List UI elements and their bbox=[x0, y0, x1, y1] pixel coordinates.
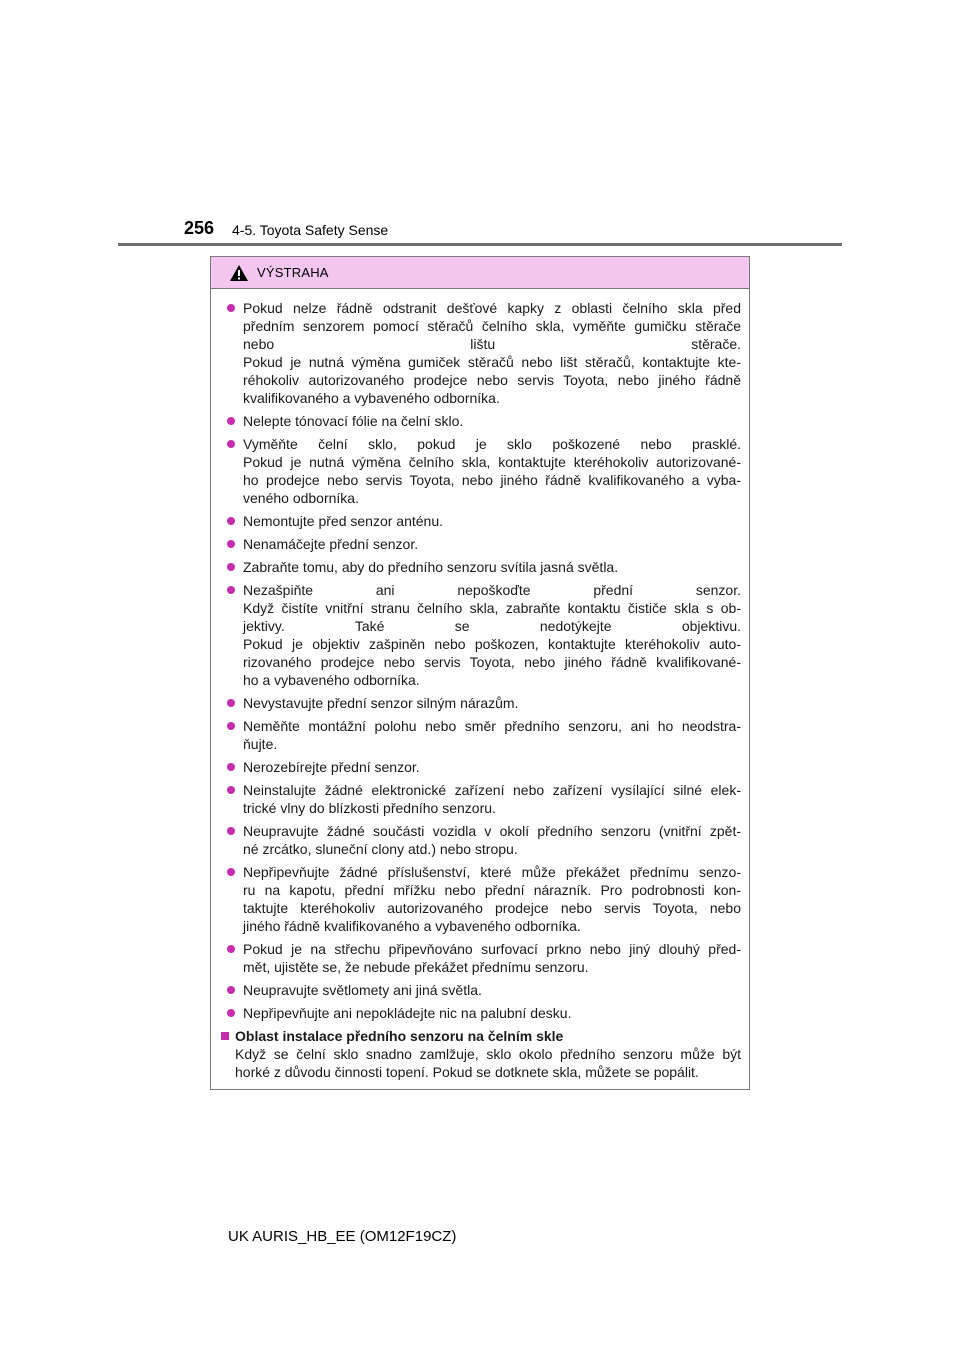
text-line: ho prodejce nebo servis Toyota, nebo jiného řádně kvalifikovaného a vyba- bbox=[243, 472, 741, 488]
warning-list-item bbox=[217, 940, 741, 976]
warning-item-text bbox=[243, 694, 741, 712]
bullet-icon bbox=[227, 986, 235, 994]
bullet-icon bbox=[227, 540, 235, 548]
warning-list-item bbox=[217, 822, 741, 858]
warning-item-text bbox=[243, 1004, 741, 1022]
bullet-icon bbox=[227, 722, 235, 730]
text-line: Neměňte montážní polohu nebo směr předního senzoru, ani ho neodstra- bbox=[243, 718, 741, 734]
warning-section-content bbox=[235, 1027, 741, 1081]
bullet-icon bbox=[227, 440, 235, 448]
bullet-icon bbox=[227, 763, 235, 771]
warning-item-text bbox=[243, 822, 741, 858]
text-line: Vyměňte čelní sklo, pokud je sklo poškozené nebo prasklé. bbox=[243, 436, 741, 452]
warning-item-text bbox=[243, 512, 741, 530]
text-line: Nevystavujte přední senzor silným nárazům. bbox=[243, 695, 519, 711]
section-title: 4-5. Toyota Safety Sense bbox=[232, 222, 389, 238]
warning-body bbox=[211, 289, 749, 1081]
warning-item-text bbox=[243, 581, 741, 689]
text-line: nebo lištu stěrače. bbox=[243, 336, 741, 352]
warning-list-item bbox=[217, 717, 741, 753]
bullet-icon bbox=[227, 827, 235, 835]
warning-list-item bbox=[217, 781, 741, 817]
text-line: taktujte kteréhokoliv autorizovaného prodejce nebo servis Toyota, nebo bbox=[243, 900, 741, 916]
text-line: jiného řádně kvalifikovaného a vybaveného odborníka. bbox=[243, 918, 581, 934]
warning-item-text bbox=[243, 717, 741, 753]
text-line: rizovaného prodejce nebo servis Toyota, nebo jiného řádně kvalifikované- bbox=[243, 654, 741, 670]
text-line: jektivy. Také se nedotýkejte objektivu. bbox=[243, 618, 741, 634]
warning-list-item bbox=[217, 412, 741, 430]
bullet-icon bbox=[227, 699, 235, 707]
warning-list-item bbox=[217, 694, 741, 712]
text-line: Neinstalujte žádné elektronické zařízení nebo zařízení vysílající silné elek- bbox=[243, 782, 741, 798]
text-line: Pokud je na střechu připevňováno surfovací prkno nebo jiný dlouhý před- bbox=[243, 941, 741, 957]
text-line: ru na kapotu, přední mřížku nebo přední nárazník. Pro podrobnosti kon- bbox=[243, 882, 741, 898]
text-line: Zabraňte tomu, aby do předního senzoru svítila jasná světla. bbox=[243, 559, 619, 575]
text-line: mět, ujistěte se, že nebude překážet přednímu senzoru. bbox=[243, 959, 589, 975]
warning-item-text bbox=[243, 535, 741, 553]
bullet-icon bbox=[227, 417, 235, 425]
warning-item-text bbox=[243, 758, 741, 776]
text-line: trické vlny do blízkosti předního senzoru. bbox=[243, 800, 496, 816]
warning-item-text bbox=[243, 299, 741, 407]
text-line: Nelepte tónovací fólie na čelní sklo. bbox=[243, 413, 464, 429]
warning-list-item bbox=[217, 863, 741, 935]
text-line: Neupravujte světlomety ani jiná světla. bbox=[243, 982, 482, 998]
warning-section bbox=[217, 1027, 741, 1081]
warning-list-item bbox=[217, 758, 741, 776]
warning-list-item bbox=[217, 299, 741, 407]
text-line: Neupravujte žádné součásti vozidla v okolí předního senzoru (vnitřní zpět- bbox=[243, 823, 741, 839]
text-line: Když čistíte vnitřní stranu čelního skla, zabraňte kontaktu čističe skla s ob- bbox=[243, 600, 741, 616]
warning-header bbox=[211, 257, 749, 289]
warning-list-item bbox=[217, 558, 741, 576]
text-line: Nepřipevňujte žádné příslušenství, které může překážet přednímu senzo- bbox=[243, 864, 741, 880]
bullet-icon bbox=[227, 563, 235, 571]
text-line: né zrcátko, sluneční clony atd.) nebo stropu. bbox=[243, 841, 518, 857]
document-code: UK AURIS_HB_EE (OM12F19CZ) bbox=[228, 1228, 457, 1245]
text-line: Nemontujte před senzor anténu. bbox=[243, 513, 444, 529]
text-line: Nepřipevňujte ani nepokládejte nic na palubní desku. bbox=[243, 1005, 572, 1021]
text-line: Když se čelní sklo snadno zamlžuje, sklo okolo předního senzoru může být bbox=[235, 1046, 741, 1062]
bullet-icon bbox=[227, 1009, 235, 1017]
text-line: Pokud nelze řádně odstranit dešťové kapky z oblasti čelního skla před bbox=[243, 300, 741, 316]
warning-item-text bbox=[243, 435, 741, 507]
text-line: ho a vybaveného odborníka. bbox=[243, 672, 420, 688]
text-line: kvalifikovaného a vybaveného odborníka. bbox=[243, 390, 500, 406]
warning-title: VÝSTRAHA bbox=[257, 265, 329, 280]
text-line: Nezašpiňte ani nepoškoďte přední senzor. bbox=[243, 582, 741, 598]
warning-list-item bbox=[217, 1004, 741, 1022]
text-line: Pokud je nutná výměna gumiček stěračů nebo lišt stěračů, kontaktujte kte- bbox=[243, 354, 741, 370]
warning-list-item bbox=[217, 435, 741, 507]
warning-item-text bbox=[243, 412, 741, 430]
text-line: Nerozebírejte přední senzor. bbox=[243, 759, 420, 775]
warning-item-text bbox=[243, 863, 741, 935]
bullet-icon bbox=[227, 517, 235, 525]
header-divider bbox=[118, 243, 842, 246]
warning-item-text bbox=[243, 781, 741, 817]
warning-triangle-icon bbox=[229, 264, 249, 282]
bullet-icon bbox=[227, 304, 235, 312]
page-number: 256 bbox=[184, 218, 215, 238]
section-heading: Oblast instalace předního senzoru na čelním skle bbox=[235, 1028, 564, 1044]
text-line: předním senzorem pomocí stěračů čelního skla, vyměňte gumičku stěrače bbox=[243, 318, 741, 334]
text-line: ňujte. bbox=[243, 736, 278, 752]
bullet-icon bbox=[227, 868, 235, 876]
text-line: réhokoliv autorizovaného prodejce nebo servis Toyota, nebo jiného řádně bbox=[243, 372, 741, 388]
warning-box bbox=[210, 256, 750, 1090]
bullet-icon bbox=[227, 586, 235, 594]
warning-list-item bbox=[217, 535, 741, 553]
warning-item-text bbox=[243, 558, 741, 576]
warning-item-text bbox=[243, 940, 741, 976]
warning-list-item bbox=[217, 512, 741, 530]
text-line: Nenamáčejte přední senzor. bbox=[243, 536, 419, 552]
text-line: Pokud je objektiv zašpiněn nebo poškozen, kontaktujte kteréhokoliv auto- bbox=[243, 636, 741, 652]
bullet-icon bbox=[227, 786, 235, 794]
bullet-icon bbox=[227, 945, 235, 953]
warning-item-text bbox=[243, 981, 741, 999]
text-line: Pokud je nutná výměna čelního skla, kontaktujte kteréhokoliv autorizované- bbox=[243, 454, 741, 470]
warning-list-item bbox=[217, 581, 741, 689]
text-line: veného odborníka. bbox=[243, 490, 359, 506]
text-line: horké z důvodu činnosti topení. Pokud se dotknete skla, můžete se popálit. bbox=[235, 1064, 699, 1080]
warning-list-item bbox=[217, 981, 741, 999]
square-bullet-icon bbox=[221, 1032, 229, 1040]
